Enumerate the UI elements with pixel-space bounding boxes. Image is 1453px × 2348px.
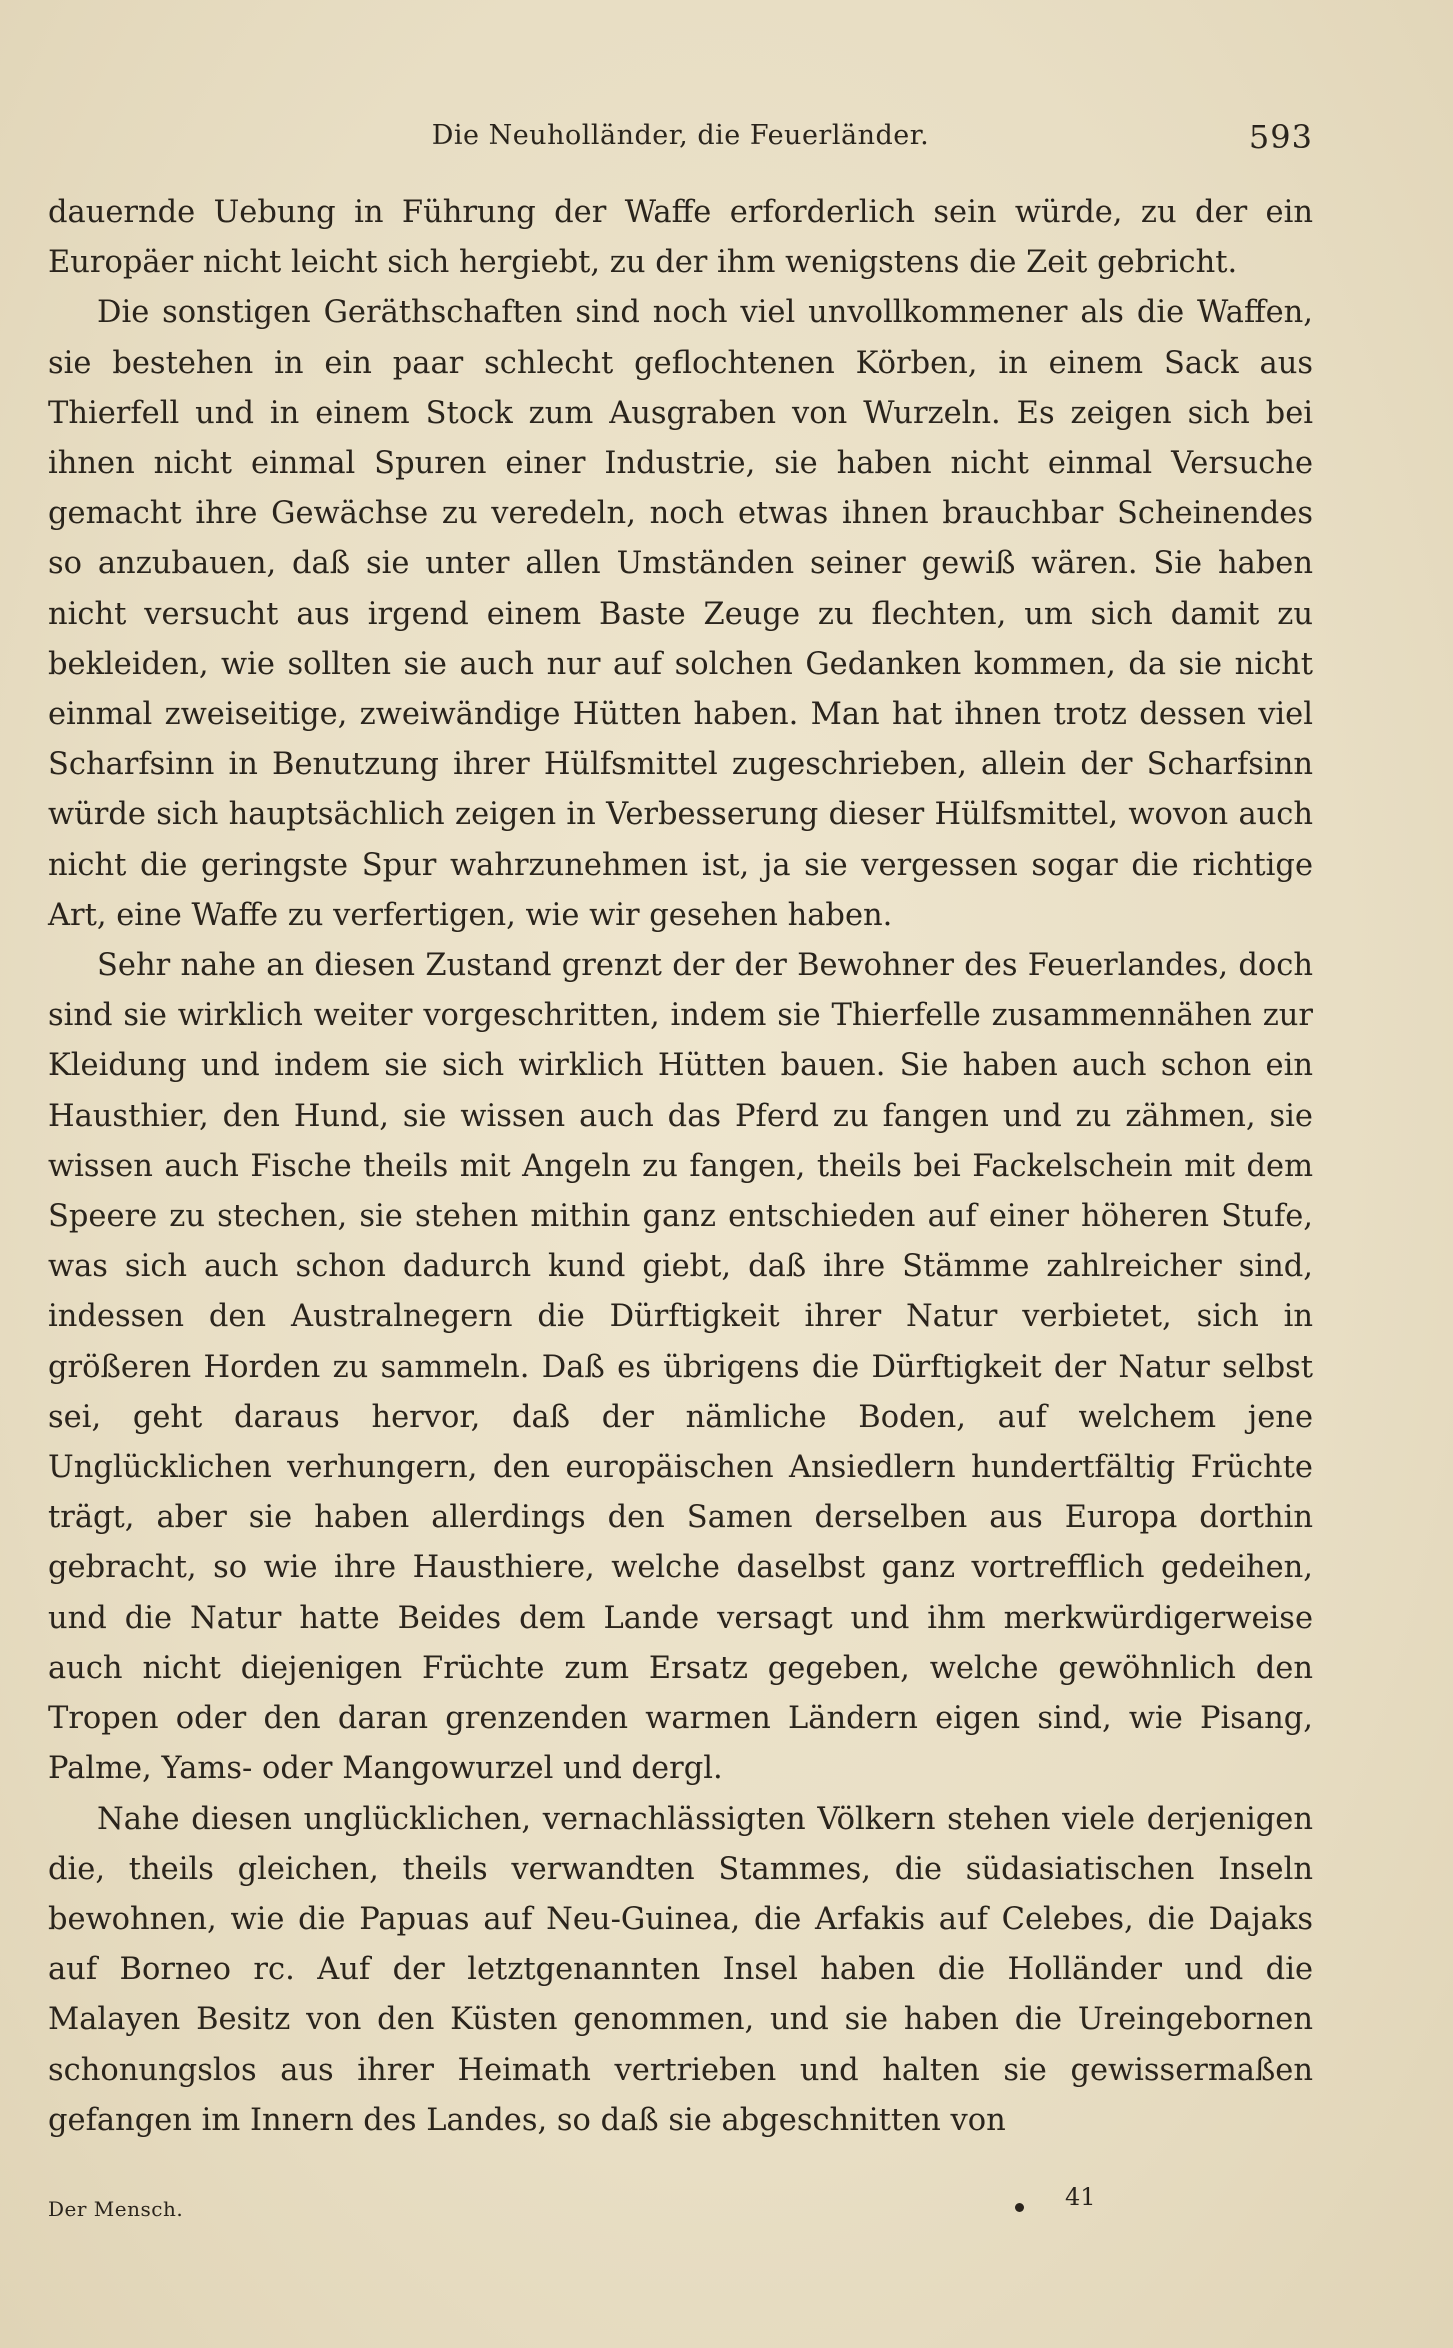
page-number: 593 (1248, 118, 1313, 156)
body-text (48, 188, 1313, 2146)
paragraph: Die sonstigen Geräthschaften sind noch viel unvollkommener als die Waffen, sie bestehen in ein paar schlecht geflochtenen Körben, in einem Sack aus Thierfell und in einem Stock zum Ausgraben von Wurzeln. Es zeigen sich bei ihnen nicht einmal Spuren einer Industrie, sie haben nicht einmal Versuche gemacht ihre Gewächse zu veredeln, noch etwas ihnen brauchbar Scheinendes so anzubauen, daß sie unter allen Umständen seiner gewiß wären. Sie haben nicht versucht aus irgend einem Baste Zeuge zu flechten, um sich damit zu bekleiden, wie sollten sie auch nur auf solchen Gedanken kommen, da sie nicht einmal zweiseitige, zweiwändige Hütten haben. Man hat ihnen trotz dessen viel Scharfsinn in Benutzung ihrer Hülfsmittel zugeschrieben, allein der Scharfsinn würde sich hauptsächlich zeigen in Verbesserung dieser Hülfsmittel, wovon auch nicht die geringste Spur wahrzunehmen ist, ja sie vergessen sogar die richtige Art, eine Waffe zu verfertigen, wie wir gesehen haben. (48, 295, 1313, 933)
signature-dot-mark (1015, 2203, 1024, 2212)
paragraph-continuation: dauernde Uebung in Führung der Waffe erforderlich sein würde, zu der ein Europäer nicht leicht sich hergiebt, zu der ihm wenigstens die Zeit gebricht. (48, 195, 1313, 281)
paragraph: Nahe diesen unglücklichen, vernachlässigten Völkern stehen viele derjenigen die, theils gleichen, theils verwandten Stammes, die südasiatischen Inseln bewohnen, wie die Papuas auf Neu-Guinea, die Arfakis auf Celebes, die Dajaks auf Borneo rc. Auf der letztgenannten Insel haben die Holländer und die Malayen Besitz von den Küsten genommen, und sie haben die Ureingebornen schonungslos aus ihrer Heimath vertrieben und halten sie gewissermaßen gefangen im Innern des Landes, so daß sie abgeschnitten von (48, 1801, 1313, 2138)
running-title: Die Neuholländer, die Feuerländer. (431, 120, 930, 151)
page-footer (48, 2183, 1313, 2223)
paragraph: Sehr nahe an diesen Zustand grenzt der der Bewohner des Feuerlandes, doch sind sie wirklich weiter vorgeschritten, indem sie Thierfelle zusammennähen zur Kleidung und indem sie sich wirklich Hütten bauen. Sie haben auch schon ein Hausthier, den Hund, sie wissen auch das Pferd zu fangen und zu zähmen, sie wissen auch Fische theils mit Angeln zu fangen, theils bei Fackelschein mit dem Speere zu stechen, sie stehen mithin ganz entschieden auf einer höheren Stufe, was sich auch schon dadurch kund giebt, daß ihre Stämme zahlreicher sind, indessen den Australnegern die Dürftigkeit ihrer Natur verbietet, sich in größeren Horden zu sammeln. Daß es übrigens die Dürftigkeit der Natur selbst sei, geht daraus hervor, daß der nämliche Boden, auf welchem jene Unglücklichen verhungern, den europäischen Ansiedlern hundertfältig Früchte trägt, aber sie haben allerdings den Samen derselben aus Europa dorthin gebracht, so wie ihre Hausthiere, welche daselbst ganz vortrefflich gedeihen, und die Natur hatte Beides dem Lande versagt und ihm merkwürdigerweise auch nicht diejenigen Früchte zum Ersatz gegeben, welche gewöhnlich den Tropen oder den daran grenzenden warmen Ländern eigen sind, wie Pisang, Palme, Yams- oder Mangowurzel und dergl. (48, 948, 1313, 1787)
page-header (48, 112, 1313, 162)
signature-title: Der Mensch. (48, 2197, 184, 2221)
signature-number: 41 (1065, 2183, 1096, 2211)
